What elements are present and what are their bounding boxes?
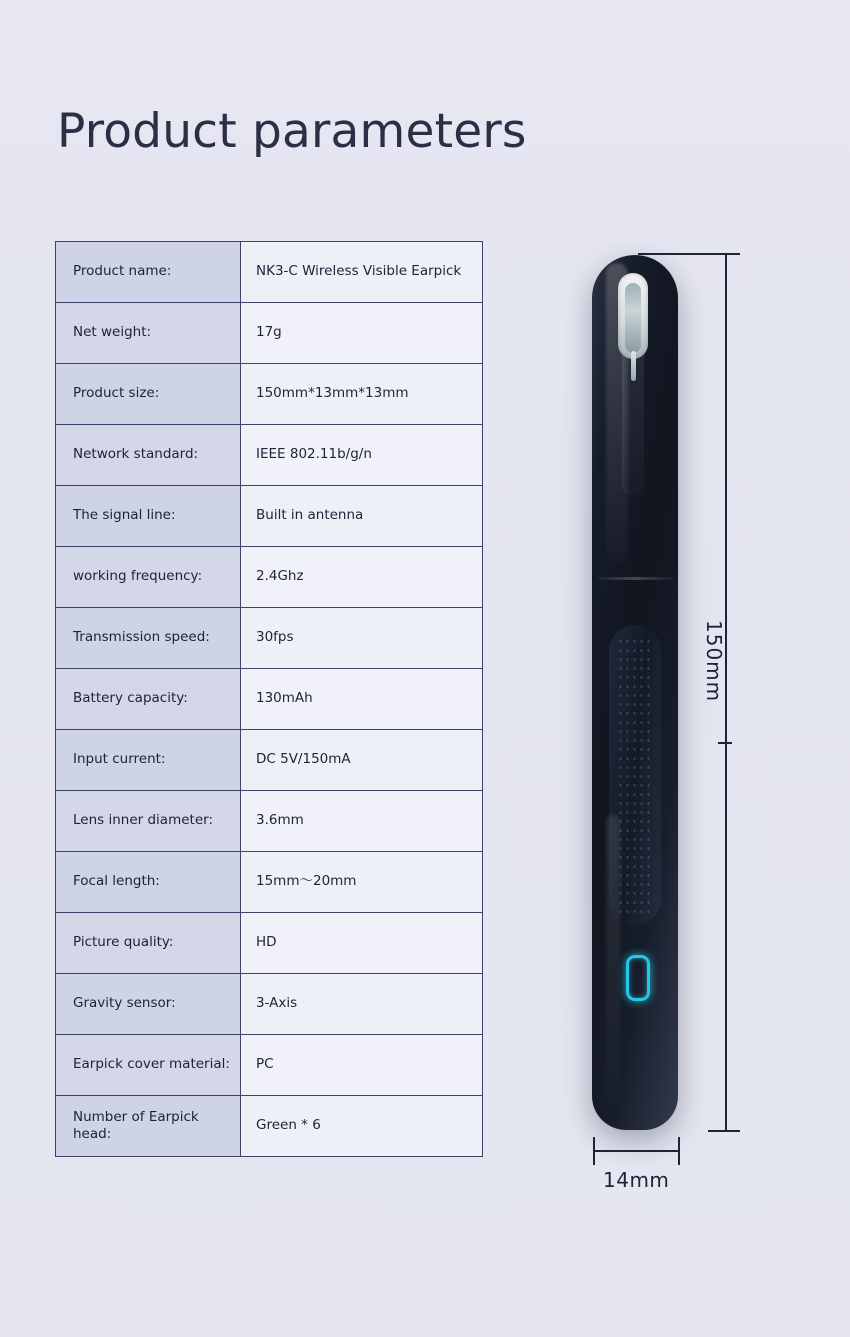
table-row	[56, 1096, 483, 1157]
table-row	[56, 425, 483, 486]
table-row	[56, 364, 483, 425]
product-illustration	[560, 230, 820, 1210]
spec-label: Network standard:	[56, 425, 241, 486]
table-row	[56, 1035, 483, 1096]
table-row	[56, 547, 483, 608]
spec-label: Battery capacity:	[56, 669, 241, 730]
dimension-tick-mid	[718, 742, 732, 744]
dimension-cap-right	[678, 1137, 680, 1165]
spec-label: Number of Earpick head:	[56, 1096, 241, 1157]
spec-value: HD	[241, 913, 483, 974]
page-title: Product parameters	[57, 104, 527, 159]
spec-label: Lens inner diameter:	[56, 791, 241, 852]
spec-label: Focal length:	[56, 852, 241, 913]
table-row	[56, 242, 483, 303]
spec-label: Gravity sensor:	[56, 974, 241, 1035]
dimension-tick-bottom	[708, 1130, 740, 1132]
earpick-tip-stem	[631, 351, 636, 381]
grip-texture	[617, 637, 653, 913]
spec-label: Picture quality:	[56, 913, 241, 974]
spec-value: 2.4Ghz	[241, 547, 483, 608]
spec-label: Input current:	[56, 730, 241, 791]
spec-value: PC	[241, 1035, 483, 1096]
width-dimension-label: 14mm	[603, 1168, 670, 1192]
earpick-device-image	[592, 255, 678, 1130]
table-row	[56, 669, 483, 730]
table-row	[56, 486, 483, 547]
table-row	[56, 852, 483, 913]
spec-value: 3-Axis	[241, 974, 483, 1035]
table-row	[56, 974, 483, 1035]
spec-label: Transmission speed:	[56, 608, 241, 669]
height-dimension-label: 150mm	[702, 620, 726, 703]
table-body	[56, 242, 483, 1157]
spec-label: working frequency:	[56, 547, 241, 608]
spec-value: 150mm*13mm*13mm	[241, 364, 483, 425]
spec-label: Product name:	[56, 242, 241, 303]
product-parameters-table	[55, 241, 483, 1157]
spec-value: 17g	[241, 303, 483, 364]
spec-value: 130mAh	[241, 669, 483, 730]
spec-value: 3.6mm	[241, 791, 483, 852]
spec-value: DC 5V/150mA	[241, 730, 483, 791]
spec-label: The signal line:	[56, 486, 241, 547]
spec-value: NK3-C Wireless Visible Earpick	[241, 242, 483, 303]
dimension-line-horizontal	[593, 1150, 679, 1152]
spec-value: Built in antenna	[241, 486, 483, 547]
spec-label: Net weight:	[56, 303, 241, 364]
table-row	[56, 730, 483, 791]
earpick-tip	[625, 283, 641, 353]
table-row	[56, 303, 483, 364]
table-row	[56, 791, 483, 852]
spec-label: Earpick cover material:	[56, 1035, 241, 1096]
table-row	[56, 608, 483, 669]
spec-value: Green * 6	[241, 1096, 483, 1157]
spec-value: 15mm〜20mm	[241, 852, 483, 913]
device-highlight-bottom	[606, 815, 620, 1105]
spec-label: Product size:	[56, 364, 241, 425]
power-indicator-icon	[626, 955, 650, 1001]
table-row	[56, 913, 483, 974]
spec-value: 30fps	[241, 608, 483, 669]
device-seam	[596, 577, 674, 580]
spec-value: IEEE 802.11b/g/n	[241, 425, 483, 486]
